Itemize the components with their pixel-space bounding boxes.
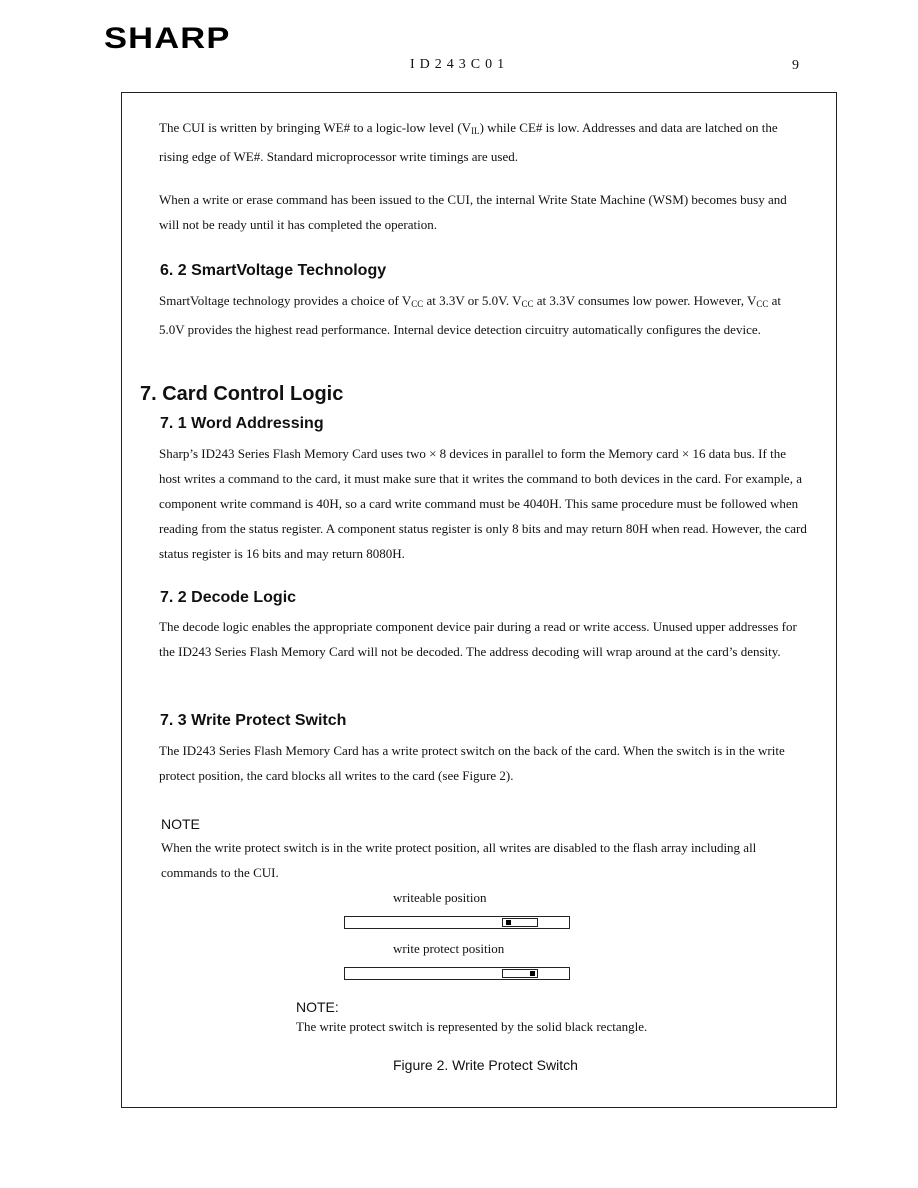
- section-7-heading: 7. Card Control Logic: [140, 383, 344, 405]
- section-7-2-heading: 7. 2 Decode Logic: [160, 589, 297, 606]
- switch-protect-track: [344, 967, 570, 980]
- figure-note-text: The write protect switch is represented by the solid black rectangle.: [296, 1019, 648, 1034]
- switch-writeable-track: [344, 916, 570, 929]
- writeable-position-label: writeable position: [393, 890, 487, 905]
- switch-slider-protect: [502, 969, 538, 978]
- decode-logic-paragraph: The decode logic enables the appropriate component device pair during a read or write access. Unused upper addresses for the ID243 Series Flash Memory Card will not be decoded. The address decoding will wrap around at the card’s density.: [159, 619, 797, 659]
- section-7-1-heading: 7. 1 Word Addressing: [160, 415, 324, 432]
- figure-caption: Figure 2. Write Protect Switch: [393, 1057, 578, 1073]
- page-number: 9: [792, 58, 799, 73]
- switch-knob-protect: [530, 971, 535, 976]
- word-addressing-paragraph: Sharp’s ID243 Series Flash Memory Card uses two × 8 devices in parallel to form the Memory card × 16 data bus. If the host writes a command to the card, it must make sure that it writes the command to both devices in the card. For example, a component write command is 40H, so a card write command must be 4040H. This same procedure must be followed when reading from the status register. A component status register is only 8 bits and may return 80H when read. However, the card status register is 16 bits and may return 8080H.: [159, 446, 807, 561]
- section-7-3-heading: 7. 3 Write Protect Switch: [160, 712, 347, 729]
- wsm-paragraph: When a write or erase command has been issued to the CUI, the internal Write State Machine (WSM) becomes busy and will not be ready until it has completed the operation.: [159, 192, 787, 232]
- section-6-2-heading: 6. 2 SmartVoltage Technology: [160, 262, 387, 279]
- cui-write-paragraph: The CUI is written by bringing WE# to a logic-low level $(V_{IL})$ while CE# is low. Addresses and data are latched on the rising edge of WE#. Standard microprocessor write timings are used.: [159, 120, 778, 164]
- smartvoltage-paragraph: SmartVoltage technology provides a choice of $V_{CC}$ at 3.3V or 5.0V. $V_{CC}$ at 3.3V consumes low power. However, $V_{CC}$ at 5.0V provides the highest read performance. Internal device detection circuitry automatically configures the device.: [159, 293, 782, 337]
- document-id: ID243C01: [410, 57, 510, 72]
- figure-note-heading: NOTE:: [296, 999, 339, 1015]
- switch-knob-writeable: [506, 920, 511, 925]
- note-paragraph: When the write protect switch is in the write protect position, all writes are disabled to the flash array including all commands to the CUI.: [161, 840, 757, 880]
- sharp-logo: SHARP: [104, 22, 231, 55]
- note-heading: NOTE: [161, 816, 200, 832]
- write-protect-position-label: write protect position: [393, 941, 505, 956]
- switch-slider-writeable: [502, 918, 538, 927]
- write-protect-paragraph: The ID243 Series Flash Memory Card has a write protect switch on the back of the card. When the switch is in the write protect position, the card blocks all writes to the card (see Figure 2).: [159, 743, 785, 783]
